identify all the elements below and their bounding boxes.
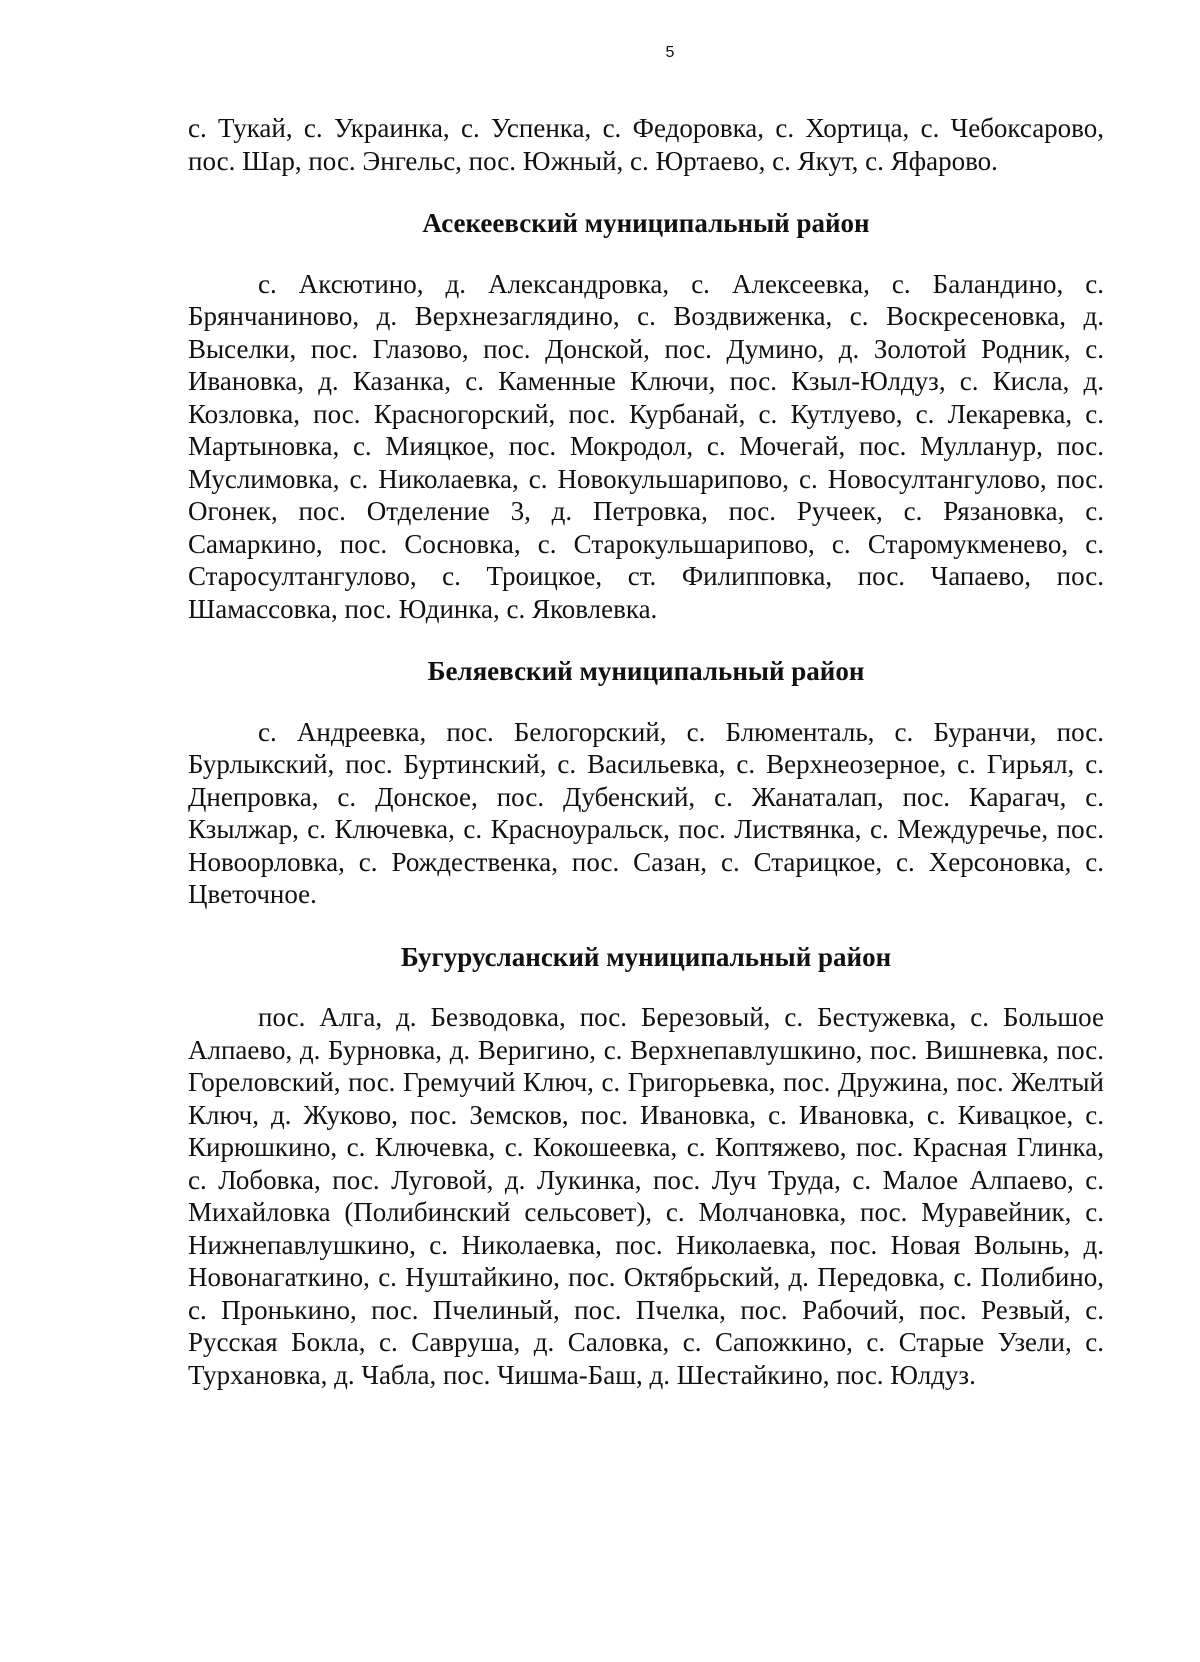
- section-heading-buguruslansky: Бугурусланский муниципальный район: [400, 941, 892, 972]
- document-body: [188, 112, 1104, 1391]
- page-number: 5: [665, 44, 675, 61]
- intro-paragraph: с. Тукай, с. Украинка, с. Успенка, с. Федоровка, с. Хортица, с. Чебоксарово, пос. Шар, пос. Энгельс, пос. Южный, с. Юртаево, с. Якут, с. Яфарово.: [188, 113, 1104, 176]
- section-heading-belyaevsky: Беляевский муниципальный район: [427, 656, 865, 686]
- section-paragraph-buguruslansky: пос. Алга, д. Безводовка, пос. Березовый, с. Бестужевка, с. Большое Алпаево, д. Бурновка, д. Веригино, с. Верхнепавлушкино, пос. Вишневка, пос. Гореловский, пос. Гремучий Ключ, с. Григорьевка, пос. Дружина, пос. Желтый Ключ, д. Жуково, пос. Земсков, пос. Ивановка, с. Ивановка, с. Кивацкое, с. Кирюшкино, с. Ключевка, с. Кокошеевка, с. Коптяжево, пос. Красная Глинка, с. Лобовка, пос. Луговой, д. Лукинка, пос. Луч Труда, с. Малое Алпаево, с. Михайловка (Полибинский сельсовет), с. Молчановка, пос. Муравейник, с. Нижнепавлушкино, с. Николаевка, пос. Николаевка, пос. Новая Волынь, д. Новонагаткино, с. Нуштайкино, пос. Октябрьский, д. Передовка, с. Полибино, с. Пронькино, пос. Пчелиный, пос. Пчелка, пос. Рабочий, пос. Резвый, с. Русская Бокла, с. Савруша, д. Саловка, с. Сапожкино, с. Старые Узели, с. Турхановка, д. Чабла, пос. Чишма-Баш, д. Шестайкино, пос. Юлдуз.: [188, 1002, 1104, 1390]
- section-paragraph-belyaevsky: с. Андреевка, пос. Белогорский, с. Блюменталь, с. Буранчи, пос. Бурлыкский, пос. Буртинский, с. Васильевка, с. Верхнеозерное, с. Гирьял, с. Днепровка, с. Донское, пос. Дубенский, с. Жанаталап, пос. Карагач, с. Кзылжар, с. Ключевка, с. Красноуральск, пос. Листвянка, с. Междуречье, пос. Новоорловка, с. Рождественка, пос. Сазан, с. Старицкое, с. Херсоновка, с. Цветочное.: [188, 716, 1104, 909]
- section-heading-asekeevsky: Асекеевский муниципальный район: [422, 208, 870, 238]
- section-paragraph-asekeevsky: с. Аксютино, д. Александровка, с. Алексеевка, с. Баландино, с. Брянчаниново, д. Верхнезаглядино, с. Воздвиженка, с. Воскресеновка, д. Выселки, пос. Глазово, пос. Донской, пос. Думино, д. Золотой Родник, с. Ивановка, д. Казанка, с. Каменные Ключи, пос. Кзыл-Юлдуз, с. Кисла, д. Козловка, пос. Красногорский, пос. Курбанай, с. Кутлуево, с. Лекаревка, с. Мартыновка, с. Мияцкое, пос. Мокродол, с. Мочегай, пос. Мулланур, пос. Муслимовка, с. Николаевка, с. Новокульшарипово, с. Новосултангулово, пос. Огонек, пос. Отделение 3, д. Петровка, пос. Ручеек, с. Рязановка, с. Самаркино, пос. Сосновка, с. Старокульшарипово, с. Старомукменево, с. Старосултангулово, с. Троицкое, ст. Филипповка, пос. Чапаево, пос. Шамассовка, пос. Юдинка, с. Яковлевка.: [188, 268, 1104, 624]
